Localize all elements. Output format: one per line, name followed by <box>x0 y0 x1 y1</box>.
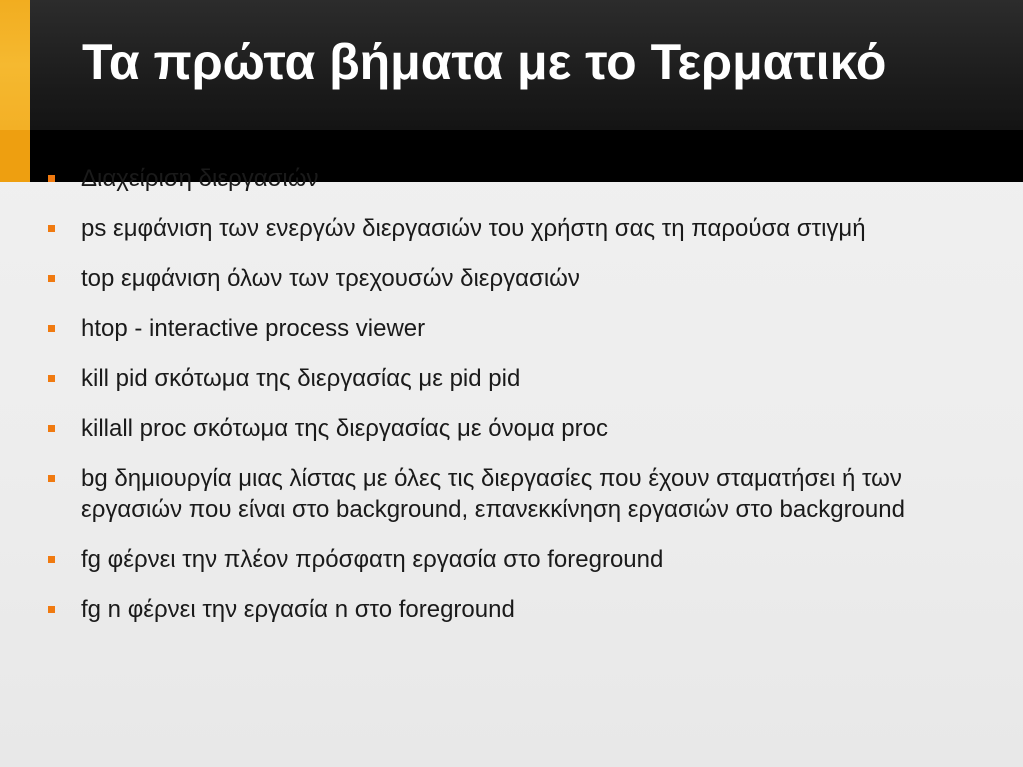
list-item <box>0 544 1023 575</box>
title-banner <box>30 0 1023 182</box>
bullet-marker-icon <box>48 225 55 232</box>
slide-content <box>0 165 1023 767</box>
bullet-text: Διαχείριση διεργασιών <box>81 165 319 192</box>
bullet-marker-icon <box>48 375 55 382</box>
bullet-text: htop - interactive process viewer <box>81 315 426 342</box>
bullet-text: ps εμφάνιση των ενεργών διεργασιών του χρήστη σας τη παρούσα στιγμή <box>81 215 866 242</box>
list-item <box>0 263 1023 294</box>
list-item <box>0 463 1023 525</box>
bullet-marker-icon <box>48 475 55 482</box>
accent-bar-top <box>0 0 30 130</box>
bullet-marker-icon <box>48 425 55 432</box>
bullet-marker-icon <box>48 606 55 613</box>
slide-title: Τα πρώτα βήματα με το Τερματικό <box>82 34 887 90</box>
bullet-marker-icon <box>48 325 55 332</box>
bullet-text: bg δημιουργία μιας λίστας με όλες τις διεργασίες που έχουν σταματήσει ή των εργασιών που είναι στο background, επανεκκίνηση εργασιών στο background <box>81 465 905 523</box>
bullet-text: fg φέρνει την πλέον πρόσφατη εργασία στο foreground <box>81 546 664 573</box>
list-item <box>0 413 1023 444</box>
list-item <box>0 363 1023 394</box>
bullet-text: kill pid σκότωμα της διεργασίας με pid pid <box>81 365 521 392</box>
list-item <box>0 594 1023 625</box>
bullet-list <box>0 163 1023 644</box>
bullet-marker-icon <box>48 275 55 282</box>
list-item <box>0 313 1023 344</box>
bullet-text: fg n φέρνει την εργασία n στο foreground <box>81 596 515 623</box>
list-item <box>0 213 1023 244</box>
list-item <box>0 163 1023 194</box>
bullet-marker-icon <box>48 175 55 182</box>
bullet-text: top εμφάνιση όλων των τρεχουσών διεργασιών <box>81 265 580 292</box>
bullet-marker-icon <box>48 556 55 563</box>
bullet-text: killall proc σκότωμα της διεργασίας με όνομα proc <box>81 415 608 442</box>
accent-bar <box>0 0 30 182</box>
